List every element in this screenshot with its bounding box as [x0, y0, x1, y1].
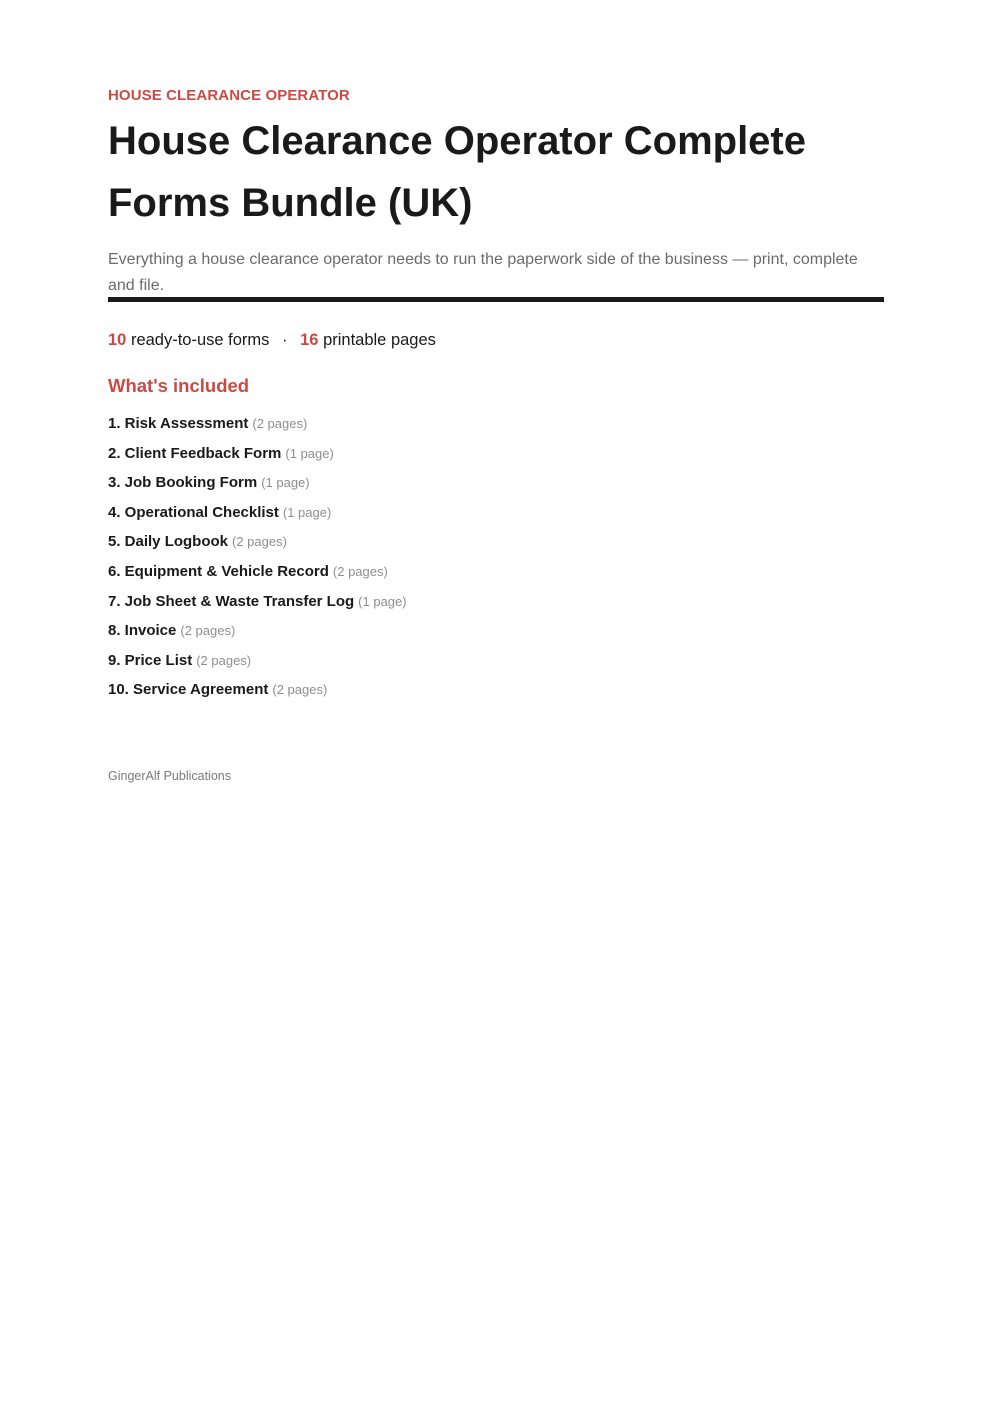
item-label: 4. Operational Checklist — [108, 503, 279, 521]
item-page-count: (1 page) — [285, 445, 334, 461]
forms-label: ready-to-use forms — [130, 331, 270, 349]
page-subtitle: Everything a house clearance operator needs to run the paperwork side of the business — print, complete and file. — [108, 251, 858, 294]
item-label: 8. Invoice — [108, 622, 177, 640]
category-eyebrow: HOUSE CLEARANCE OPERATOR — [108, 87, 350, 104]
list-item — [108, 648, 407, 678]
item-label: 2. Client Feedback Form — [108, 444, 282, 462]
contents-list — [108, 411, 407, 707]
item-page-count: (2 pages) — [332, 563, 388, 579]
list-item — [108, 411, 407, 441]
item-label: 1. Risk Assessment — [108, 415, 249, 432]
pages-count: 16 — [300, 331, 319, 349]
item-page-count: (2 pages) — [252, 416, 308, 431]
list-item — [108, 589, 407, 619]
item-page-count: (1 page) — [282, 504, 332, 520]
item-page-count: (1 page) — [358, 593, 407, 609]
forms-count: 10 — [108, 331, 127, 349]
item-label: 5. Daily Logbook — [108, 533, 229, 551]
item-label: 9. Price List — [108, 651, 193, 669]
list-item — [108, 529, 407, 559]
list-item — [108, 677, 407, 707]
item-label: 10. Service Agreement — [108, 681, 269, 699]
item-page-count: (1 page) — [261, 475, 310, 491]
item-label: 6. Equipment & Vehicle Record — [108, 562, 329, 580]
list-item — [108, 470, 407, 500]
item-page-count: (2 pages) — [180, 623, 236, 639]
item-label: 7. Job Sheet & Waste Transfer Log — [108, 592, 355, 610]
bundle-stats — [108, 331, 436, 350]
header-divider — [108, 297, 884, 302]
item-label: 3. Job Booking Form — [108, 474, 258, 492]
list-item — [108, 500, 407, 530]
item-page-count: (2 pages) — [196, 652, 252, 668]
publisher-footer: GingerAlf Publications — [108, 769, 231, 783]
contents-heading: What's included — [108, 375, 250, 396]
page-title: House Clearance Operator Complete Forms Bundle (UK) — [108, 119, 806, 225]
pages-label: printable pages — [323, 331, 436, 349]
list-item — [108, 559, 407, 589]
stats-separator: · — [282, 331, 288, 349]
item-page-count: (2 pages) — [232, 534, 287, 550]
list-item — [108, 618, 407, 648]
list-item — [108, 441, 407, 471]
item-page-count: (2 pages) — [272, 682, 328, 698]
